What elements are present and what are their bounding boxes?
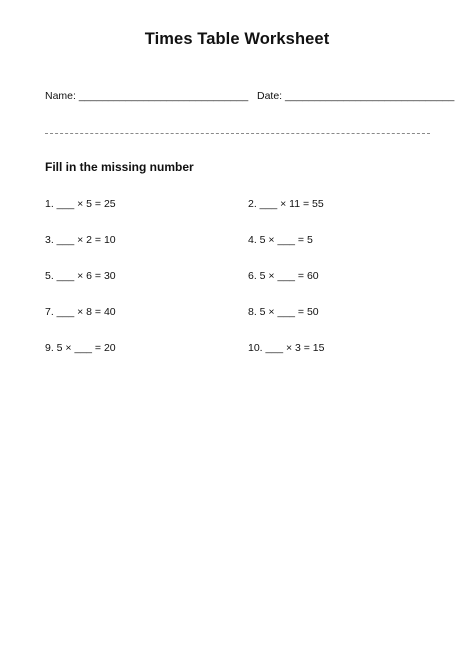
problem-6: 6. 5 × ___ = 60 bbox=[248, 270, 319, 282]
worksheet-title: Times Table Worksheet bbox=[144, 30, 330, 48]
name-field: Name: _____________________________ bbox=[45, 90, 249, 102]
problem-9: 9. 5 × ___ = 20 bbox=[45, 342, 116, 354]
dashed-divider bbox=[45, 133, 430, 134]
problem-7: 7. ___ × 8 = 40 bbox=[45, 306, 116, 318]
problem-3: 3. ___ × 2 = 10 bbox=[45, 234, 116, 246]
problem-1: 1. ___ × 5 = 25 bbox=[45, 198, 116, 210]
problem-2: 2. ___ × 11 = 55 bbox=[248, 198, 324, 210]
problem-4: 4. 5 × ___ = 5 bbox=[248, 234, 313, 246]
problem-8: 8. 5 × ___ = 50 bbox=[248, 306, 319, 318]
date-field: Date: _____________________________ bbox=[257, 90, 455, 102]
problem-5: 5. ___ × 6 = 30 bbox=[45, 270, 116, 282]
problem-10: 10. ___ × 3 = 15 bbox=[248, 342, 325, 354]
section-heading: Fill in the missing number bbox=[45, 160, 194, 174]
